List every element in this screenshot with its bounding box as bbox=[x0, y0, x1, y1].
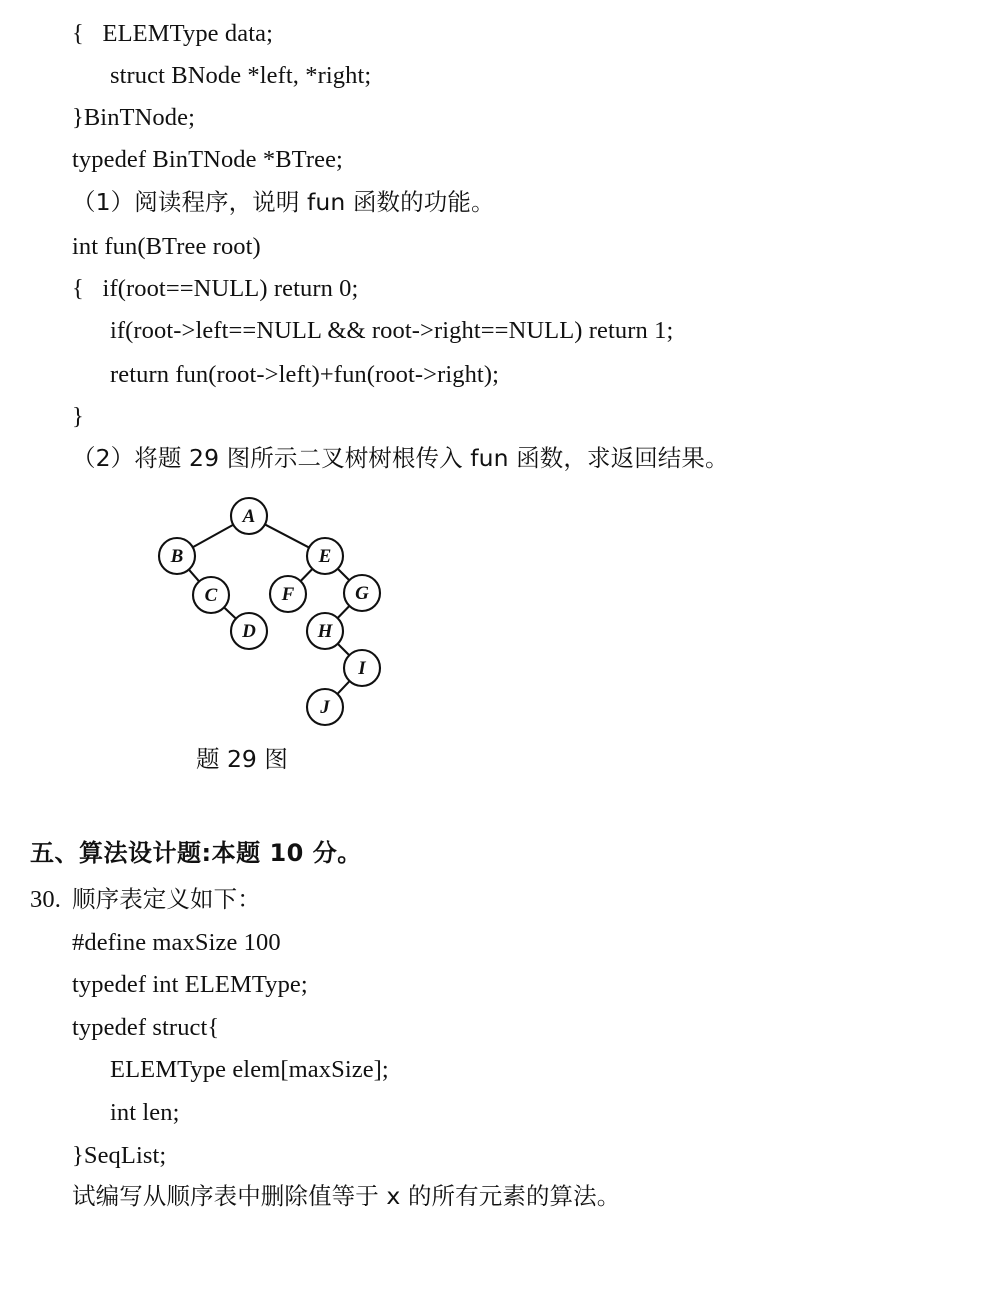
tree-node-c bbox=[193, 577, 229, 613]
tree-edge-c-d bbox=[224, 607, 236, 618]
tree-edge-i-j bbox=[337, 681, 349, 694]
tree-node-label-d: D bbox=[242, 621, 256, 642]
tree-node-j bbox=[307, 689, 343, 725]
tree-node-label-i: I bbox=[358, 658, 366, 679]
tree-edge-g-h bbox=[338, 606, 350, 618]
code-line-typedef-elemtype: typedef int ELEMType; bbox=[72, 971, 308, 998]
code-line-seqlist-close: }SeqList; bbox=[72, 1142, 167, 1169]
code-line-bintnode-close: }BinTNode; bbox=[72, 104, 195, 131]
tree-node-label-a: A bbox=[242, 506, 256, 527]
tree-node-e bbox=[307, 538, 343, 574]
code-line-struct-pointers: struct BNode *left, *right; bbox=[110, 62, 372, 89]
figure-29-caption: 题 29 图 bbox=[196, 745, 288, 773]
code-line-fun-null-check: { if(root==NULL) return 0; bbox=[72, 275, 359, 302]
code-line-define-maxsize: #define maxSize 100 bbox=[72, 929, 281, 956]
tree-node-i bbox=[344, 650, 380, 686]
question-30-number: 30. bbox=[30, 886, 61, 913]
tree-node-label-j: J bbox=[320, 697, 330, 718]
tree-node-label-g: G bbox=[355, 583, 369, 604]
tree-edge-b-c bbox=[189, 570, 199, 582]
code-line-elem-array: ELEMType elem[maxSize]; bbox=[110, 1056, 389, 1083]
binary-tree-figure bbox=[140, 488, 420, 738]
code-line-typedef-struct-open: typedef struct{ bbox=[72, 1014, 220, 1041]
code-line-fun-recursive-return: return fun(root->left)+fun(root->right); bbox=[110, 361, 500, 388]
question-29-part1-prompt: （1）阅读程序，说明 fun 函数的功能。 bbox=[72, 188, 495, 216]
question-30-task: 试编写从顺序表中删除值等于 x 的所有元素的算法。 bbox=[72, 1182, 621, 1210]
question-30-prompt: 顺序表定义如下： bbox=[72, 885, 261, 913]
code-line-fun-leaf-check: if(root->left==NULL && root->right==NULL) return 1; bbox=[110, 317, 674, 344]
tree-node-d bbox=[231, 613, 267, 649]
question-29-part2-prompt: （2）将题 29 图所示二叉树树根传入 fun 函数，求返回结果。 bbox=[72, 444, 729, 472]
tree-node-label-c: C bbox=[204, 585, 218, 606]
tree-node-g bbox=[344, 575, 380, 611]
code-line-struct-data: { ELEMType data; bbox=[72, 20, 273, 47]
section-five-heading: 五、算法设计题:本题 10 分。 bbox=[30, 839, 362, 867]
code-line-typedef-btree: typedef BinTNode *BTree; bbox=[72, 146, 343, 173]
code-line-fun-signature: int fun(BTree root) bbox=[72, 233, 261, 260]
tree-edge-e-f bbox=[301, 569, 313, 581]
tree-node-label-f: F bbox=[281, 584, 295, 605]
tree-node-b bbox=[159, 538, 195, 574]
tree-edge-h-i bbox=[338, 644, 350, 656]
tree-node-h bbox=[307, 613, 343, 649]
tree-node-label-b: B bbox=[170, 546, 184, 567]
code-line-int-len: int len; bbox=[110, 1099, 180, 1126]
tree-node-f bbox=[270, 576, 306, 612]
binary-tree-svg bbox=[140, 488, 420, 738]
tree-node-group bbox=[159, 498, 380, 725]
tree-node-label-e: E bbox=[318, 546, 332, 567]
code-line-fun-close-brace: } bbox=[72, 403, 84, 430]
tree-node-label-h: H bbox=[317, 621, 333, 642]
tree-edge-a-e bbox=[265, 524, 309, 547]
tree-edge-e-g bbox=[338, 569, 350, 581]
tree-node-a bbox=[231, 498, 267, 534]
tree-edge-a-b bbox=[193, 525, 234, 548]
